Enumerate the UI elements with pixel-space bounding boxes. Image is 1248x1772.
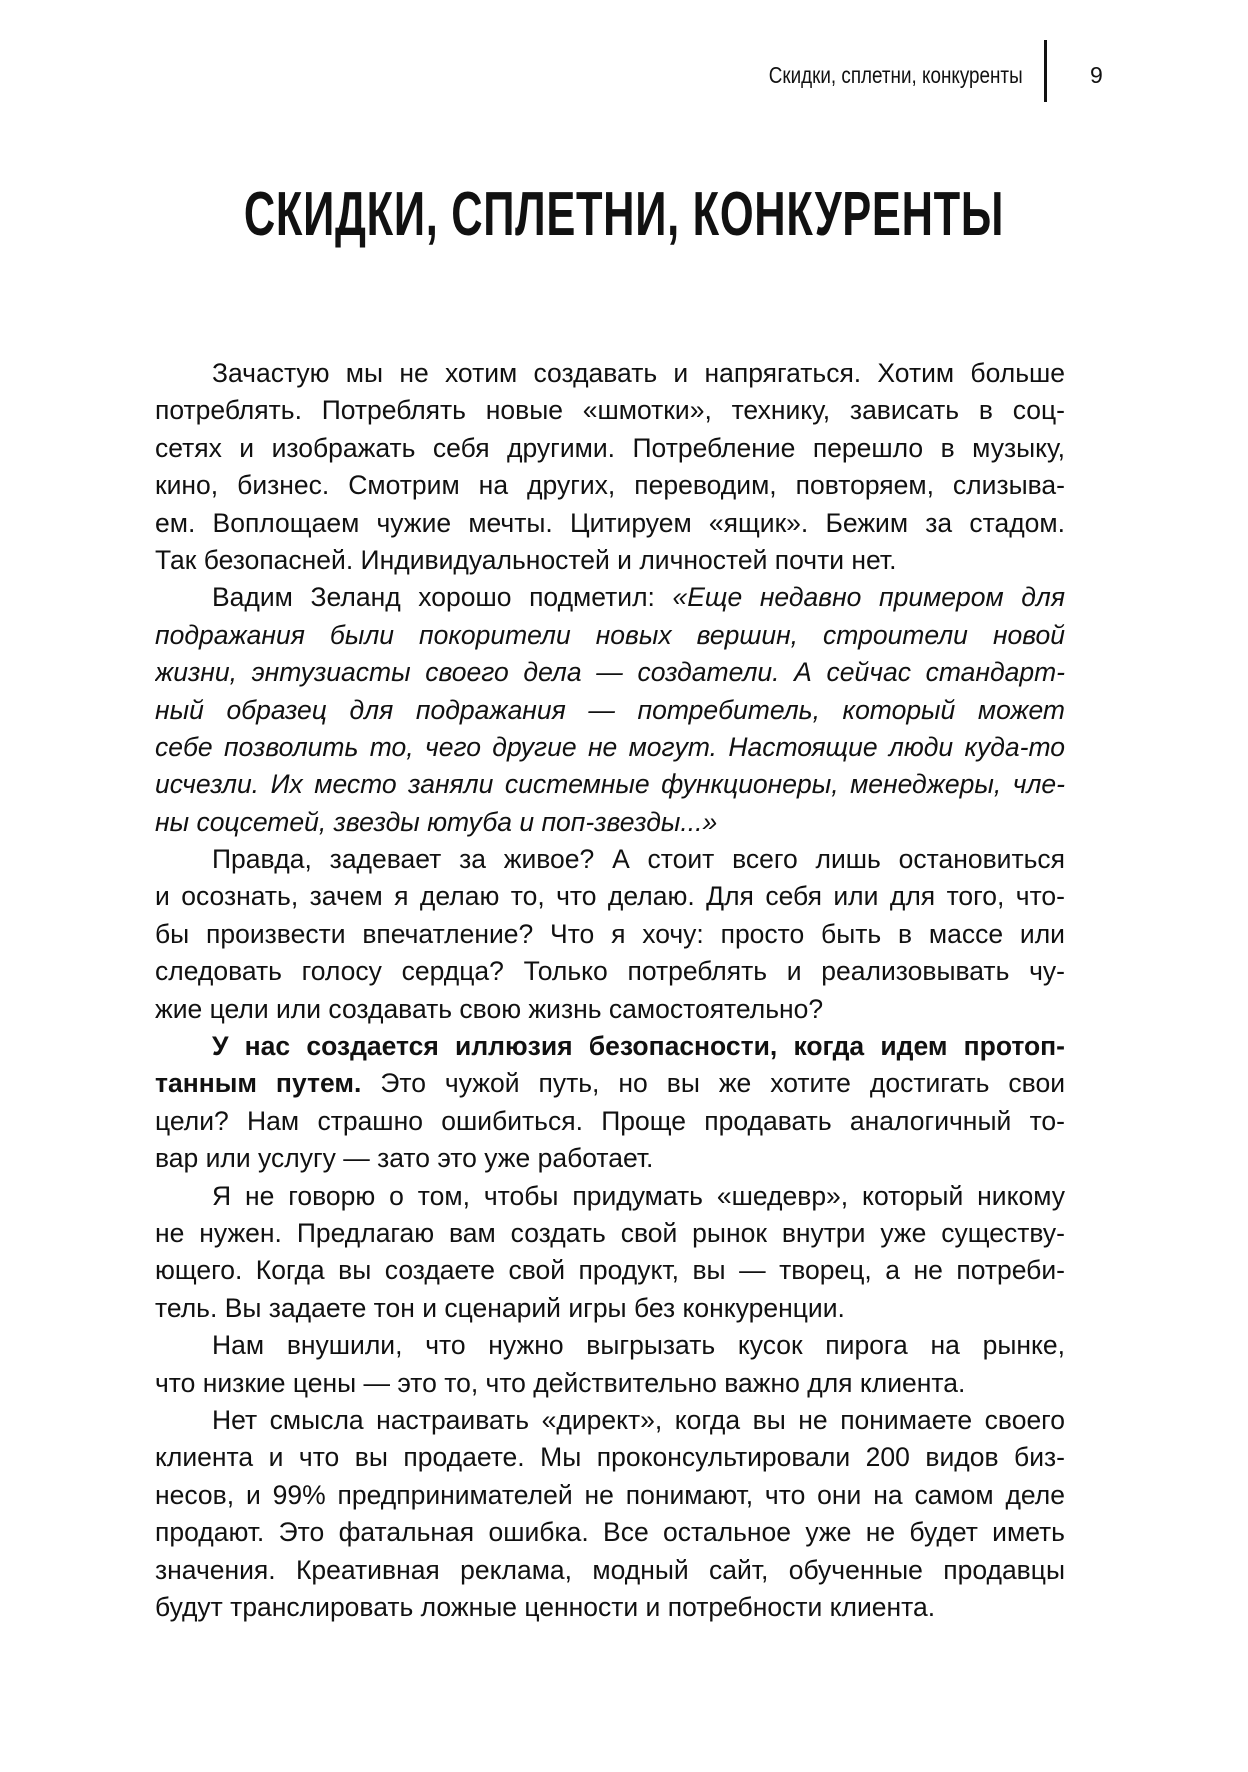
text-line [155, 617, 1065, 654]
text-line [155, 878, 1065, 915]
text-run: Это чужой путь, но вы же хотите достигать свои [361, 1068, 1065, 1099]
text-line [155, 916, 1065, 953]
text-run: Правда, задевает за живое? А стоит всего лишь остановиться [212, 844, 1065, 875]
text-line [155, 953, 1065, 990]
text-run: ем. Воплощаем чужие мечты. Цитируем «ящик». Бежим за стадом. [155, 507, 1065, 538]
text-run: значения. Креативная реклама, модный сайт, обученные продавцы [155, 1554, 1065, 1585]
text-run: не нужен. Предлагаю вам создать свой рынок внутри уже существу- [155, 1217, 1065, 1248]
quote-text: ны соцсетей, звезды ютуба и поп-звезды...» [155, 806, 718, 837]
paragraph [155, 355, 1065, 579]
quote-text: исчезли. Их место заняли системные функционеры, менеджеры, чле- [155, 769, 1065, 800]
text-line [155, 392, 1065, 429]
text-line [155, 1215, 1065, 1252]
text-run: Вадим Зеланд хорошо подметил: [212, 582, 673, 613]
text-line [155, 1552, 1065, 1589]
text-line [155, 1103, 1065, 1140]
chapter-title-container [0, 180, 1248, 250]
text-run: цели? Нам страшно ошибиться. Проще продавать аналогичный то- [155, 1105, 1065, 1136]
text-line [155, 841, 1065, 878]
text-run: ющего. Когда вы создаете свой продукт, вы — творец, а не потреби- [155, 1255, 1065, 1286]
text-run: Нам внушили, что нужно выгрызать кусок пирога на рынке, [212, 1330, 1065, 1361]
chapter-title: СКИДКИ, СПЛЕТНИ, КОНКУРЕНТЫ [243, 180, 1005, 249]
text-line [155, 1439, 1065, 1476]
text-line [155, 579, 1065, 616]
text-line [155, 1402, 1065, 1439]
quote-text: себе позволить то, чего другие не могут. Настоящие люди куда-то [155, 731, 1065, 762]
quote-text: жизни, энтузиасты своего дела — создатели. А сейчас стандарт- [155, 657, 1065, 688]
emphasis-text: У нас создается иллюзия безопасности, когда идем протоп- [212, 1031, 1065, 1062]
text-run: следовать голосу сердца? Только потреблять и реализовывать чу- [155, 956, 1065, 987]
paragraph [155, 579, 1065, 841]
text-line [155, 1327, 1065, 1364]
text-run: Я не говорю о том, чтобы придумать «шедевр», который никому [212, 1180, 1065, 1211]
text-line [155, 430, 1065, 467]
text-line [155, 1028, 1065, 1065]
text-run: сетях и изображать себя другими. Потребление перешло в музыку, [155, 432, 1065, 463]
text-run: что низкие цены — это то, что действительно важно для клиента. [155, 1367, 966, 1398]
text-line [155, 692, 1065, 729]
text-line [155, 1065, 1065, 1102]
paragraph [155, 1028, 1065, 1178]
text-line [155, 1140, 1065, 1177]
text-line [155, 1477, 1065, 1514]
text-line [155, 1290, 1065, 1327]
text-run: жие цели или создавать свою жизнь самостоятельно? [155, 993, 824, 1024]
text-run: тель. Вы задаете тон и сценарий игры без конкуренции. [155, 1292, 845, 1323]
header-divider [1044, 40, 1047, 102]
text-run: клиента и что вы продаете. Мы проконсультировали 200 видов биз- [155, 1442, 1065, 1473]
text-run: потреблять. Потреблять новые «шмотки», технику, зависать в соц- [155, 395, 1065, 426]
text-run: продают. Это фатальная ошибка. Все остальное уже не будет иметь [155, 1517, 1065, 1548]
body-text [155, 355, 1065, 1626]
text-line [155, 991, 1065, 1028]
text-run: будут транслировать ложные ценности и потребности клиента. [155, 1591, 936, 1622]
paragraph [155, 841, 1065, 1028]
text-line [155, 654, 1065, 691]
text-line [155, 505, 1065, 542]
paragraph [155, 1402, 1065, 1626]
text-run: Зачастую мы не хотим создавать и напрягаться. Хотим больше [212, 358, 1065, 388]
emphasis-text: танным путем. [155, 1068, 362, 1099]
running-header-title: Скидки, сплетни, конкуренты [769, 62, 1023, 88]
page-number: 9 [1090, 62, 1103, 88]
text-run: Так безопасней. Индивидуальностей и личностей почти нет. [155, 544, 897, 575]
text-line [155, 1589, 1065, 1626]
quote-text: подражания были покорители новых вершин, строители новой [155, 619, 1065, 650]
paragraph [155, 1327, 1065, 1402]
text-line [155, 766, 1065, 803]
text-run: несов, и 99% предпринимателей не понимают, что они на самом деле [155, 1479, 1065, 1510]
text-run: и осознать, зачем я делаю то, что делаю. Для себя или для того, что- [155, 881, 1065, 912]
text-line [155, 729, 1065, 766]
text-line [155, 804, 1065, 841]
text-run: вар или услугу — зато это уже работает. [155, 1143, 654, 1174]
quote-text: «Еще недавно примером для [672, 582, 1065, 613]
paragraph [155, 1178, 1065, 1328]
quote-text: ный образец для подражания — потребитель, который может [155, 694, 1065, 725]
text-line [155, 1365, 1065, 1402]
text-run: Нет смысла настраивать «директ», когда вы не понимаете своего [212, 1404, 1065, 1435]
text-line [155, 467, 1065, 504]
text-line [155, 355, 1065, 392]
text-line [155, 1178, 1065, 1215]
text-run: бы произвести впечатление? Что я хочу: просто быть в массе или [155, 918, 1065, 949]
text-line [155, 1514, 1065, 1551]
text-run: кино, бизнес. Смотрим на других, переводим, повторяем, слизыва- [155, 470, 1065, 501]
text-line [155, 542, 1065, 579]
text-line [155, 1252, 1065, 1289]
